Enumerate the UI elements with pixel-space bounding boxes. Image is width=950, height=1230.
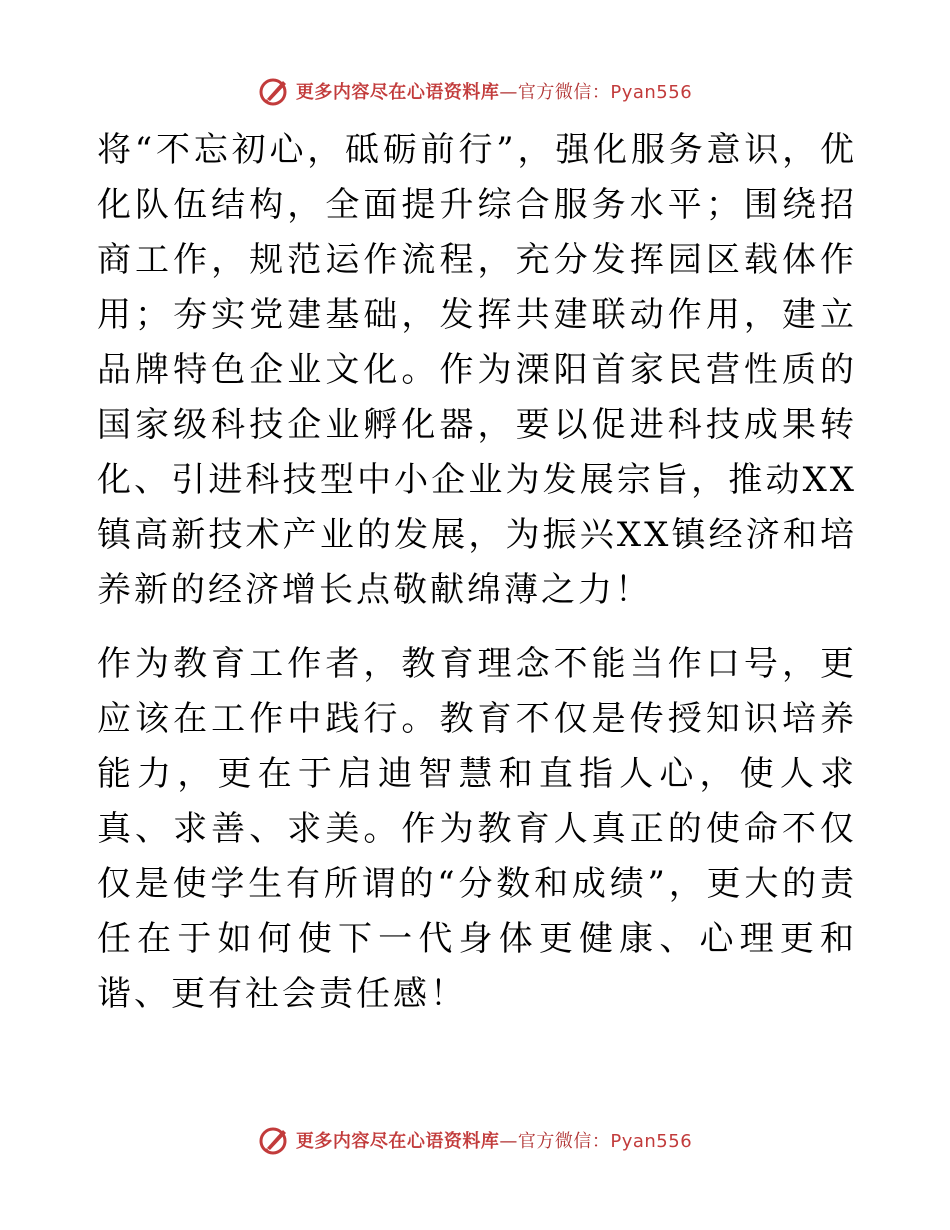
header-watermark bbox=[0, 73, 950, 109]
header-watermark-main: 更多内容尽在心语资料库 bbox=[295, 82, 500, 103]
paragraph-2: 作为教育工作者，教育理念不能当作口号，更应该在工作中践行。教育不仅是传授知识培养能力，更在于启迪智慧和直指人心，使人求真、求善、求美。作为教育人真正的使命不仅仅是使学生有所谓的“分数和成绩”，更大的责任在于如何使下一代身体更健康、心理更和谐、更有社会责任感！ bbox=[97, 644, 857, 1014]
footer-watermark-separator: —官方微信： bbox=[499, 1131, 611, 1152]
footer-watermark-text bbox=[296, 1127, 692, 1153]
header-watermark-text bbox=[296, 78, 692, 104]
header-watermark-account: Pyan556 bbox=[610, 82, 693, 103]
footer-watermark bbox=[0, 1122, 950, 1158]
footer-watermark-main: 更多内容尽在心语资料库 bbox=[295, 1131, 500, 1152]
header-watermark-separator: —官方微信： bbox=[499, 82, 611, 103]
document-body bbox=[97, 123, 857, 1022]
paragraph-1: 将“不忘初心，砥砺前行”，强化服务意识，优化队伍结构，全面提升综合服务水平；围绕招商工作，规范运作流程，充分发挥园区载体作用；夯实党建基础，发挥共建联动作用，建立品牌特色企业文化。作为溧阳首家民营性质的国家级科技企业孵化器，要以促进科技成果转化、引进科技型中小企业为发展宗旨，推动XX镇高新技术产业的发展，为振兴XX镇经济和培养新的经济增长点敬献绵薄之力！ bbox=[97, 130, 857, 610]
footer-watermark-account: Pyan556 bbox=[610, 1131, 693, 1152]
quill-logo-icon bbox=[258, 75, 290, 107]
quill-logo-icon bbox=[258, 1124, 290, 1156]
